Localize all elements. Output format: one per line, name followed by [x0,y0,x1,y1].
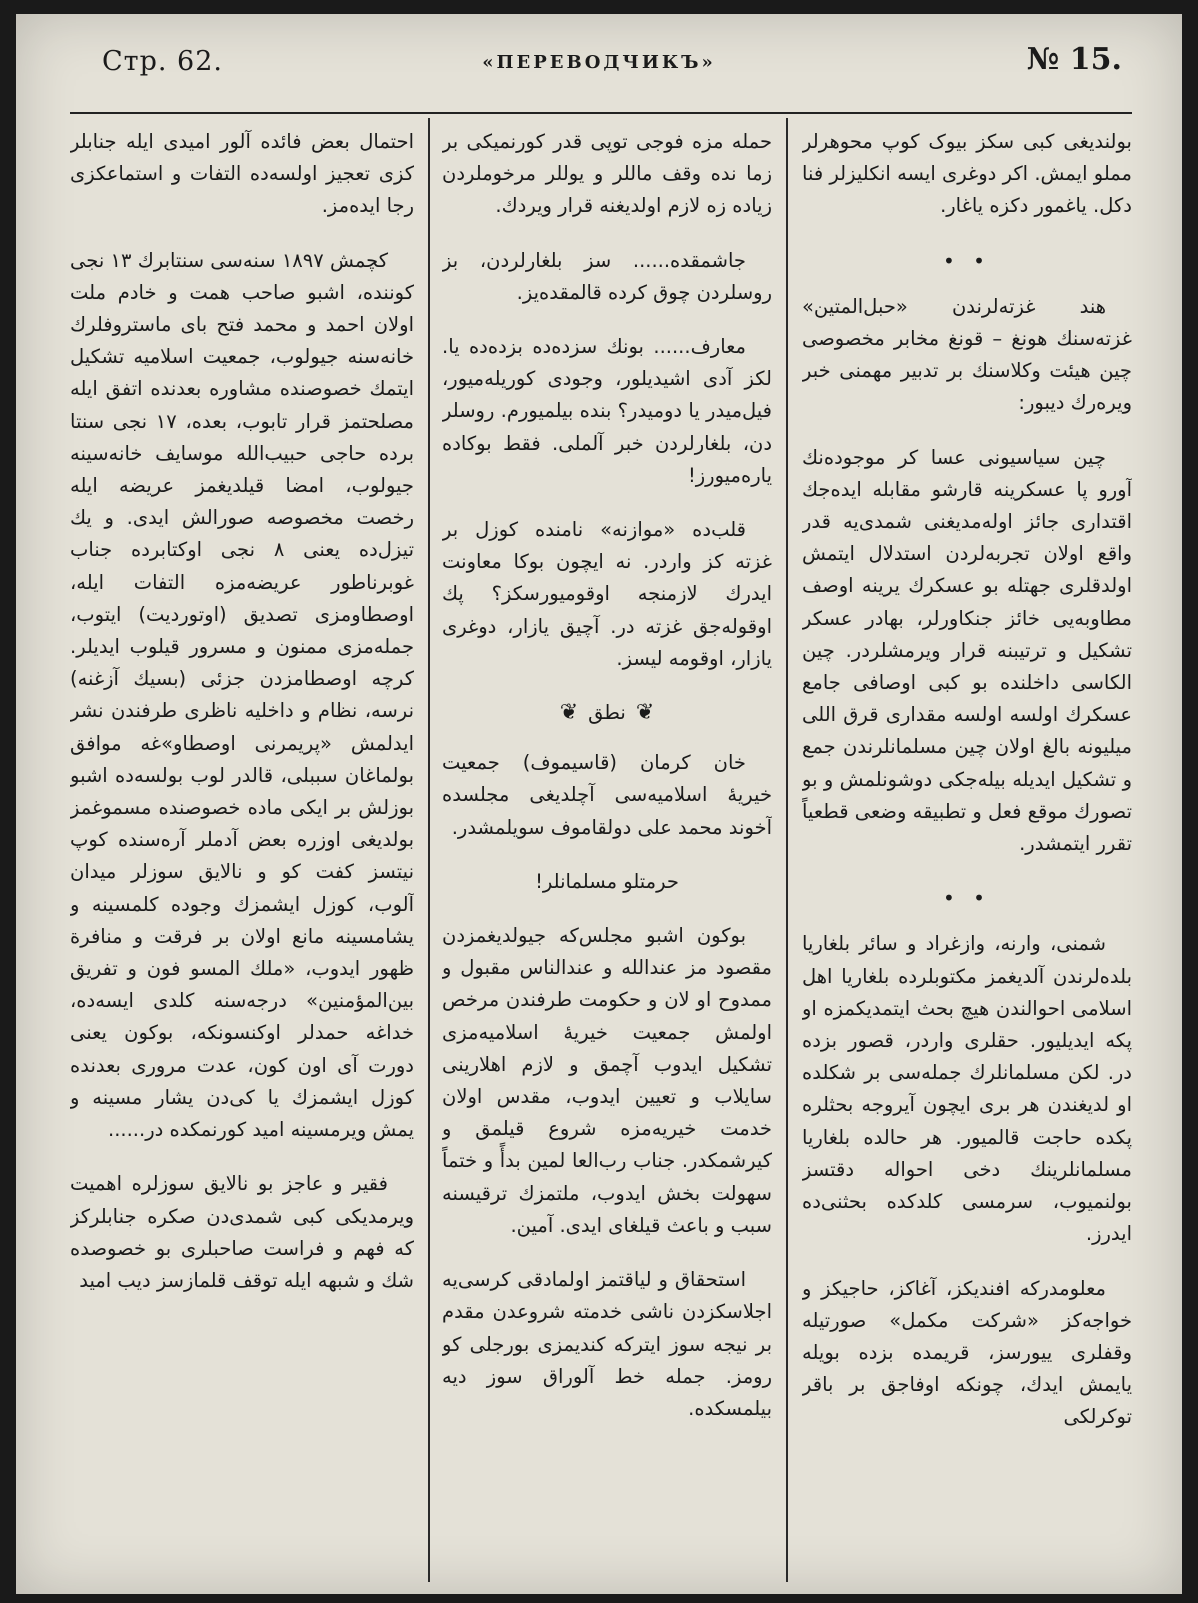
header-rule [70,112,1132,114]
section-title: نطق [588,701,626,725]
paragraph: معلومدرکه افندیکز، آغاکز، حاجیکز و خواجه‌کز «شرکت مکمل» صورتیله وقفلری ییورسز، قریمده بزده بویله یایمش ایدك، چونکه اوفاجق بر باقر توکرلکی [802,1276,1132,1429]
page-number-label: Стр. 62. [102,46,223,77]
section-separator: • • [943,248,991,273]
paragraph: هند غزته‌لرندن «حبل‌المتین» غزته‌سنك هونغ – قونغ مخابر مخصوصی چین هیئت وکلاسنك بر تدبیر مهمنی خبر ویره‌رك دیبور: [802,294,1132,415]
column-divider-right [786,118,788,1582]
column-divider-left [428,118,430,1582]
paragraph: احتمال بعض فائده آلور امیدی ایله جنابلر کزی تعجیز اولسه‌ده التفات و استماعکزی رجا ایده‌مز. [70,130,414,218]
paragraph: استحقاق و لیاقتمز اولمادقی کرسی‌یه اجلاسکزدن ناشی خدمته شروعدن مقدم بر نیجه سوز ایترکه کندیمزی بورجلی کو رومز. جمله خط آلوراق سوز دیه بیلمسکده. [442,1268,772,1420]
paragraph: شمنی، وارنه، وازغراد و سائر بلغاریا بلده‌لرندن آلدیغمز مکتوبلرده بلغاریا اهل اسلامی احوالندن هیچ بحث ایتمدیکمزه او پکه ایدیلیور. حقلری واردر، قصور بزده در. لکن مسلمانلرك جمله‌سی بر شکلده او لدیغندن هر بری ایچون آیروجه بحثلره پکده حاجت قالمیور. هر حالده بلغاریا مسلمانلرینك دخی احواله دقتسز بولنمیوب، سرمسی کلدکده بحثنی‌ده ایدرز. [802,932,1132,1246]
salutation: حرمتلو مسلمانلر! [535,869,679,893]
column-left [70,126,414,1582]
column-right [802,126,1132,1582]
section-heading [442,697,772,729]
column-middle [442,126,772,1582]
page-header [66,42,1132,86]
section-separator: • • [943,886,991,911]
paragraph: بولندیغی کبی سکز بیوک کوپ محوهرلر مملو ایمش. اکر دوغری ایسه انکلیزلر فنا دکل. یاغمور دکزه یاغار. [802,130,1132,218]
ornament-icon: ❦ [635,700,655,726]
paragraph: جاشمقده...... سز بلغارلردن، بز روسلردن چوق کرده قالمقده‌یز. [442,248,772,304]
newspaper-title: «ПЕРЕВОДЧИКЪ» [482,52,716,73]
paragraph: بوکون اشبو مجلس‌که جیولدیغمزدن مقصود مز عندالله و عندالناس مقبول و ممدوح او لان و حکومت طرفندن مرخص اولمش جمعیت خیریهٔ اسلامیه‌مزی تشکیل ایدوب آچمق و لازم اهلارینی سایلاب و تعیین ایدوب، مقدس اولان خدمت خیریه‌مزه شروع قیلمق و کیرشمکدر. جناب رب‌العا لمین بدأً و ختماً سهولت بخش ایدوب، ملتمزك ترقیسنه سبب و باعث قیلغای ایدی. آمین. [442,924,772,1237]
paragraph: معارف...... بونك سزده‌ده بزده‌ده یا. لکز آدی اشیدیلور، وجودی کوریله‌میور، فیل‌میدر یا دومیدر؟ بنده بیلمیورم. روسلر دن، بلغارلردن خبر آلملی. فقط بوکاده یاره‌میورز! [442,335,772,487]
paragraph: چین سیاسیونی عسا کر موجوده‌نك آورو پا عسکرینه قارشو مقابله ایده‌جك اقتداری جائز اوله‌مدیغنی شمدی‌یه قدر واقع اولان تجربه‌لردن استدلال ایتمش اولدقلری جهتله بو عسکرك یرینه اوصف مطاوبه‌یی خائز جنکاورلر، بهادر عسکر تشکیل و ترتیبنه قرار ویرمشلردر. چین الکاسی داخلنده بو کبی اوصافی جامع عسکرك اولسه اولسه مقداری قرق اللی میلیونه بالغ اولان چین مسلمانلرندن جمع و تشکیل ایدیله بیله‌جکی دوشونلمش و بو تصورك موقع فعل و تطبیقه وضعی قطعیاً تقرر ایتمشدر. [802,445,1132,856]
paragraph: حمله مزه فوجی توپی قدر کورنمیکی بر زما نده وقف ماللر و یوللر مرخوملردن زیاده زه لازم اولدیغنه قرار ویردك. [442,130,772,218]
ornament-icon: ❦ [559,700,579,726]
paragraph: کچمش ۱۸۹۷ سنه‌سی سنتابرك ۱۳ نجی کوننده، اشبو صاحب همت و خادم ملت اولان احمد و محمد فتح بای ماستروفلرك خانه‌سنه جیولوب، جمعیت اسلامیه تشکیل ایتمك خصوصنده مشاوره بعدنده اتفق ایله مصلحتمز قرار تابوب، بعده، ۱۷ نجی سنتا برده حاجی حبیب‌الله موسایف خانه‌سینه جیولوب، امضا قیلدیغمز عریضه ایله رخصت مخصوصه صورالش ایدی. و یك تیزل‌ده یعنی ۸ نجی اوکتابرده جناب غوبرناطور عریضه‌مزه التفات ایله، اوصطاومزی تصدیق (اوتوردیت) ایتوب، جمله‌مزی ممنون و مسرور قیلوب ایدیلر. کرچه اوصطامزدن جزئی (بسیك آزغنه) نرسه، نظام و داخلیه ناظری طرفندن نشر ایدلمش «پریمرنی اوصطاو»غه موافق بولماغان سببلی، قالدر لوب بولسه‌ده اشبو بوزلش بر ایکی ماده خصوصنده مسموغمز بولدیغی اوزره بعض آدملر آره‌سنده کوپ نیتسز کفت کو و نالایق سوزلر میدان آلوب، کوزل ایشمزك وجوده کلمسینه و یشامسینه مانع اولان بر فرقت و منافرة ظهور ایدوب، «ملك المسو فون و تفریق بین‌المؤمنین» درجه‌سنه کلدی ایسه‌ده، خداغه حمدلر اوکنسونکه، بوکون یعنی دورت آی اون کون، عدت مروری بعدنده کوزل ایشمزك یا کی‌دن یشار مسینه و یمش ویرمسینه امید کورنمکده در...... [70,248,414,1142]
issue-number: № 15. [1026,42,1122,77]
paragraph: فقیر و عاجز بو نالایق سوزلره اهمیت ویرمدیکی کبی شمدی‌دن صکره جنابلرکز که فهم و فراست صاحبلری بو خصوصده شك و شبهه ایله توقف قلمازسز دیب امید [70,1172,414,1292]
newspaper-page [16,14,1182,1594]
paragraph: قلب‌ده «موازنه» نامنده کوزل بر غزته کز واردر. نه ایچون بوکا معاونت ایدرك لازمنجه اوقومیورسکز؟ پك اوقوله‌جق غزته در. آچیق یازار، دوغری یازار، اوقومه لیسز. [442,518,772,670]
paragraph: خان کرمان (قاسیموف) جمعیت خیریهٔ اسلامیه‌سی آچلدیغی مجلسده آخوند محمد علی دولقاموف سویلمشدر. [442,751,772,839]
